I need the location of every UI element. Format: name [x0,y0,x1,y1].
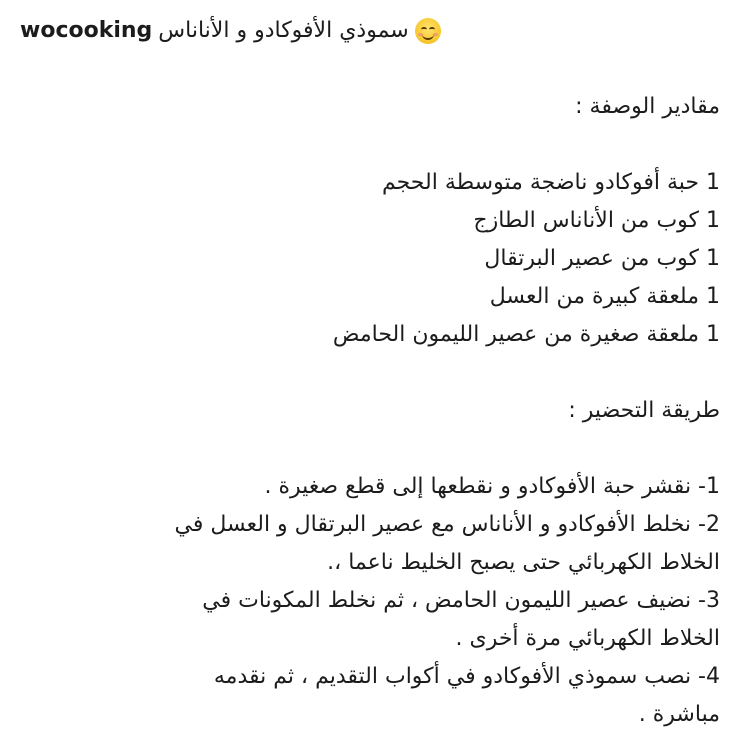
step-line: 4- نصب سموذي الأفوكادو في أكواب التقديم ، ثم نقدمه [213,664,720,689]
spacer [20,126,720,164]
ingredient-item: 1 كوب من الأناناس الطازج [473,208,720,233]
step-line: الخلاط الكهربائي مرة أخرى . [455,626,720,651]
spacer [20,354,720,392]
spacer [20,430,720,468]
title-line [20,12,720,50]
ingredient-item: 1 كوب من عصير البرتقال [484,246,720,271]
ingredient-item: 1 ملعقة كبيرة من العسل [489,284,720,309]
step-line: 1- نقشر حبة الأفوكادو و نقطعها إلى قطع صغيرة . [264,474,720,499]
method-heading: طريقة التحضير : [568,398,720,423]
brand-name: wocooking [20,18,153,43]
ingredient-item: 1 ملعقة صغيرة من عصير الليمون الحامض [332,322,720,347]
step-line: مباشرة . [638,702,720,727]
step-line: 2- نخلط الأفوكادو و الأناناس مع عصير البرتقال و العسل في [174,512,720,537]
step-line: الخلاط الكهربائي حتى يصبح الخليط ناعما ،. [327,550,720,575]
step-line: 3- نضيف عصير الليمون الحامض ، ثم نخلط المكونات في [202,588,720,613]
spacer [20,50,720,88]
smiling-face-icon [415,18,441,44]
recipe-title: سموذي الأفوكادو و الأناناس [158,18,409,43]
ingredient-item: 1 حبة أفوكادو ناضجة متوسطة الحجم [381,170,720,195]
ingredients-heading: مقادير الوصفة : [575,94,720,119]
